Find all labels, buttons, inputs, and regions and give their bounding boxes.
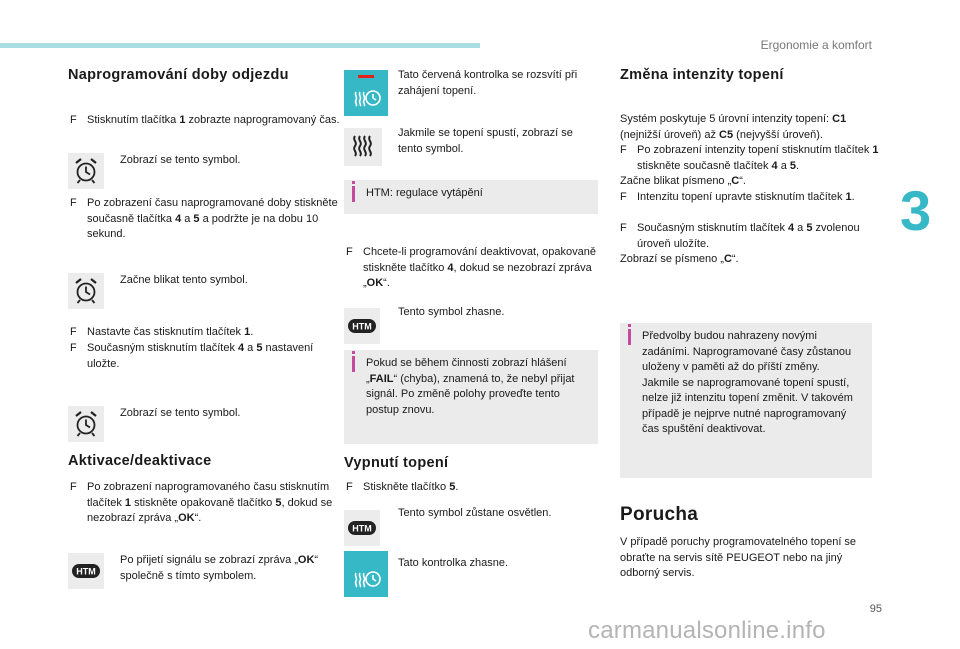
fault-paragraph: V případě poruchy programovatelného topení se obraťte na servis sítě PEUGEOT nebo na jiný odborný servis. — [620, 536, 857, 579]
info-box-presets: Předvolby budou nahrazeny novými zadáními. Naprogramované časy zůstanou uloženy v paměti až do příští změny. Jakmile se naprogramované topení spustí, nelze již intenzitu topení změnit. V takovém případě je nejprve nutné naprogramovaný čas spuštění deaktivovat. — [620, 323, 872, 478]
bullet-marker: F — [70, 481, 77, 493]
icon-caption: Tato kontrolka zhasne. — [398, 557, 509, 569]
icon-caption: Tento symbol zůstane osvětlen. — [398, 507, 552, 519]
bullet-marker: F — [620, 144, 627, 156]
watermark: carmanualsonline.info — [588, 617, 826, 644]
info-icon — [352, 351, 355, 354]
alarm-clock-icon — [68, 273, 104, 309]
bullet-marker: F — [70, 326, 77, 338]
blink-c-text: Začne blikat písmeno „C“. — [620, 175, 746, 187]
bullet-activate: F Po zobrazení naprogramovaného času stisknutím tlačítek 1 stiskněte opakovaně tlačítko 5, dokud se nezobrazí zpráva „OK“. — [70, 481, 333, 524]
htm-icon — [68, 553, 104, 589]
bullet-show-time: F Stisknutím tlačítka 1 zobrazte naprogramovaný čas. — [70, 113, 342, 129]
page-number: 95 — [869, 603, 882, 615]
bullet-marker: F — [70, 342, 77, 354]
bullet-save-setting: F Současným stisknutím tlačítek 4 a 5 nastavení uložte. — [70, 342, 314, 370]
bullet-marker: F — [620, 222, 627, 234]
alarm-clock-icon — [68, 406, 104, 442]
header-accent-bar — [0, 43, 480, 48]
htm-icon — [344, 308, 380, 344]
section-title-fault: Porucha — [620, 504, 699, 525]
htm-icon — [344, 510, 380, 546]
chapter-number: 3 — [900, 179, 932, 242]
bullet-marker: F — [620, 191, 627, 203]
bullet-adjust-intensity: F Intenzitu topení upravte stisknutím tlačítek 1. — [620, 190, 889, 206]
icon-caption: Po přijetí signálu se zobrazí zpráva „OK“ společně s tímto symbolem. — [120, 554, 319, 582]
section-title-intensity: Změna intenzity topení — [620, 67, 784, 83]
bullet-marker: F — [70, 197, 77, 209]
info-icon — [352, 181, 355, 184]
bullet-marker: F — [70, 114, 77, 126]
heating-icon — [344, 128, 382, 166]
icon-caption: Tento symbol zhasne. — [398, 306, 505, 318]
section-title-programming: Naprogramování doby odjezdu — [68, 67, 289, 83]
section-title-activation: Aktivace/deaktivace — [68, 453, 212, 469]
bullet-show-intensity: F Po zobrazení intenzity topení stisknutím tlačítek 1 stiskněte současně tlačítek 4 a 5. — [620, 144, 879, 172]
info-box-htm: HTM: regulace vytápění — [344, 180, 598, 214]
icon-caption: Zobrazí se tento symbol. — [120, 154, 241, 166]
show-c-text: Zobrazí se písmeno „C“. — [620, 253, 739, 265]
section-title-switch-off: Vypnutí topení — [344, 455, 449, 471]
bullet-save-intensity: F Současným stisknutím tlačítek 4 a 5 zvolenou úroveň uložíte. — [620, 222, 860, 250]
chapter-title: Ergonomie a komfort — [760, 38, 872, 52]
bullet-set-time: F Nastavte čas stisknutím tlačítek 1. — [70, 325, 342, 341]
icon-caption: Zobrazí se tento symbol. — [120, 407, 241, 419]
intensity-paragraph: Systém poskytuje 5 úrovní intenzity topení: C1 (nejnižší úroveň) až C5 (nejvyšší úroveň). — [620, 113, 847, 141]
alarm-clock-icon — [68, 153, 104, 189]
info-box-fail: Pokud se během činnosti zobrazí hlášení „FAIL“ (chyba), znamená to, že nebyl přijat signál. Po změně polohy proveďte tento postup znovu. — [344, 350, 598, 444]
heating-clock-icon — [344, 551, 388, 597]
bullet-deactivate: F Chcete-li programování deaktivovat, opakovaně stiskněte tlačítko 4, dokud se nezobrazí zpráva „OK“. — [346, 246, 596, 289]
icon-caption: Tato červená kontrolka se rozsvítí při zahájení topení. — [398, 69, 578, 97]
icon-caption: Začne blikat tento symbol. — [120, 274, 248, 286]
icon-caption: Jakmile se topení spustí, zobrazí se tento symbol. — [398, 127, 573, 155]
info-icon — [628, 324, 631, 327]
bullet-marker: F — [346, 246, 353, 258]
bullet-marker: F — [346, 481, 353, 493]
heating-clock-warning-icon — [344, 70, 388, 116]
bullet-press-5: F Stiskněte tlačítko 5. — [346, 480, 615, 496]
bullet-hold-buttons: F Po zobrazení času naprogramované doby stiskněte současně tlačítka 4 a 5 a podržte je na dobu 10 sekund. — [70, 197, 338, 240]
